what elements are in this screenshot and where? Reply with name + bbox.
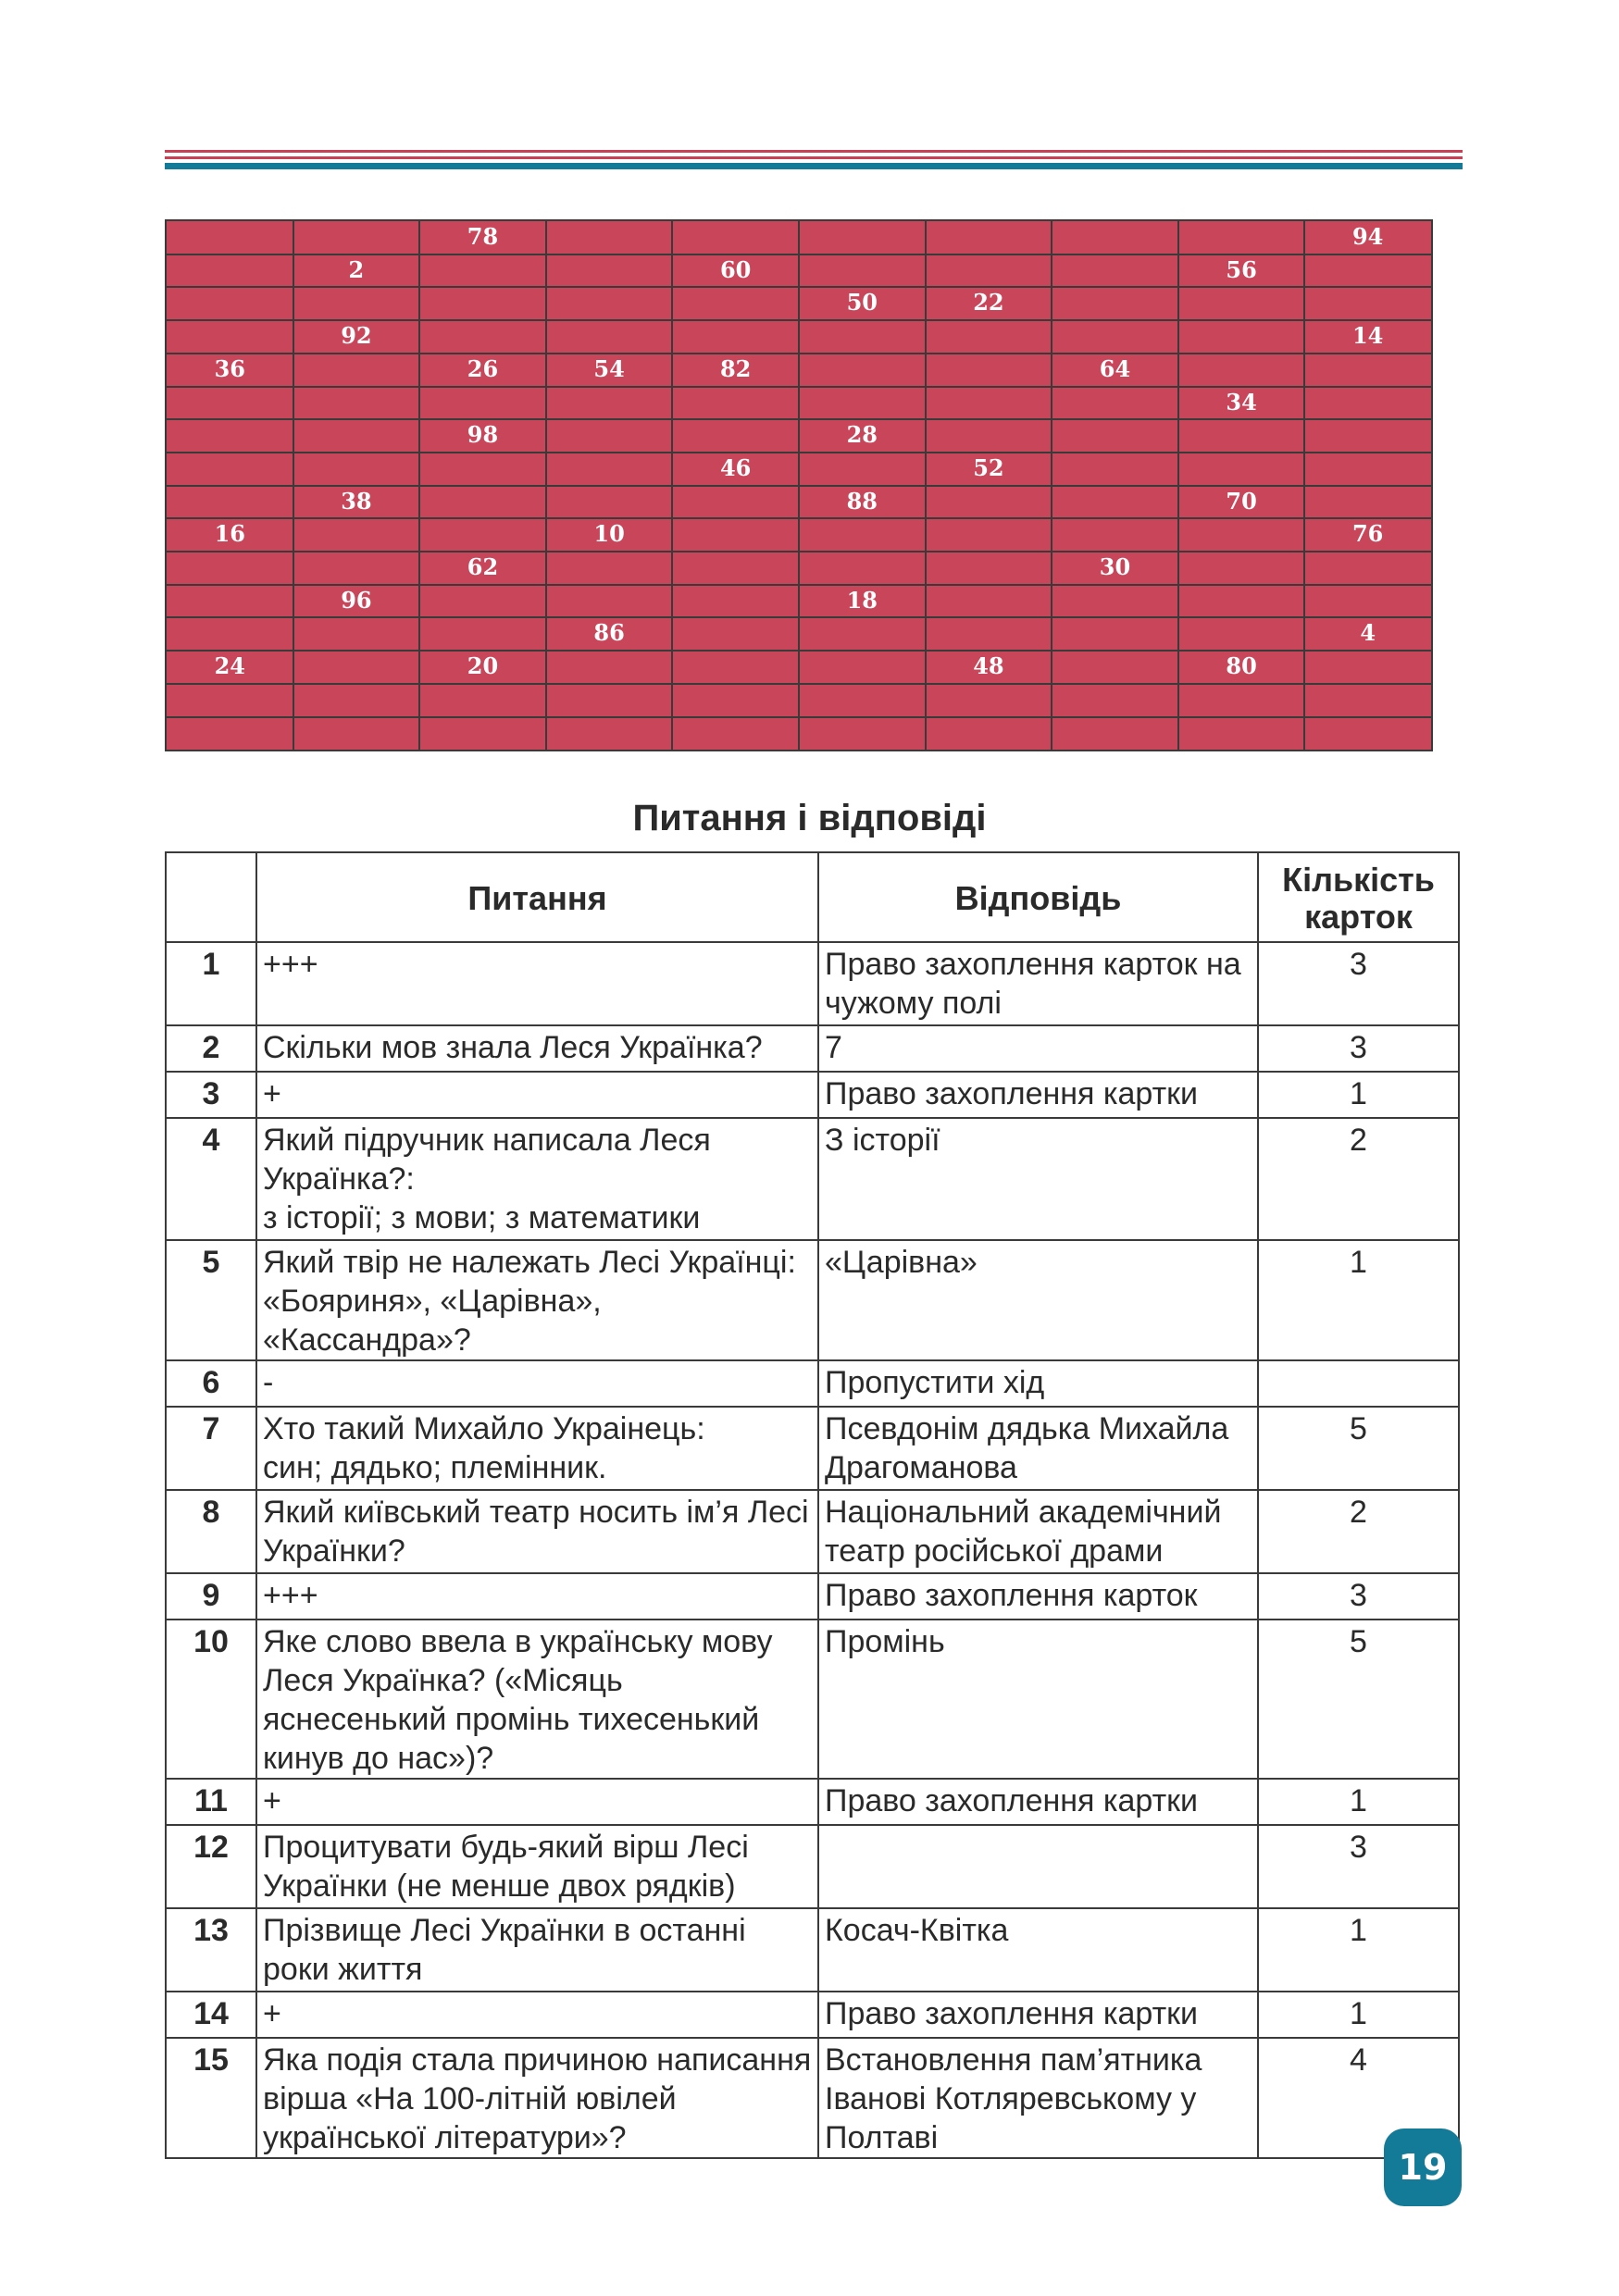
question-cell: Який твір не належать Лесі Українці: «Бояриня», «Царівна», «Кассандра»? bbox=[256, 1240, 818, 1360]
board-cell-number: 60 bbox=[719, 255, 752, 283]
row-number-cell: 12 bbox=[166, 1825, 256, 1908]
table-row bbox=[166, 1240, 1459, 1360]
board-cell-number: 36 bbox=[214, 354, 245, 382]
answer-cell: «Царівна» bbox=[818, 1240, 1258, 1360]
board-cell-number: 94 bbox=[1351, 223, 1384, 250]
board-cell-number: 24 bbox=[214, 652, 245, 680]
card-count-cell: 5 bbox=[1258, 1620, 1459, 1779]
board-cell-number: 52 bbox=[973, 453, 1004, 481]
question-cell: Хто такий Михайло Украінець: син; дядько; племінник. bbox=[256, 1407, 818, 1490]
header-answer: Відповідь bbox=[818, 852, 1258, 942]
page-number-badge: 19 bbox=[1384, 2128, 1462, 2206]
board-cell-number: 64 bbox=[1099, 354, 1131, 382]
row-number-cell: 9 bbox=[166, 1573, 256, 1620]
table-row bbox=[166, 1360, 1459, 1407]
question-cell: + bbox=[256, 1779, 818, 1825]
board-cell-number: 26 bbox=[467, 354, 499, 382]
card-count-cell: 2 bbox=[1258, 1118, 1459, 1240]
table-row bbox=[166, 1779, 1459, 1825]
table-row bbox=[166, 1072, 1459, 1118]
board-cell-number: 48 bbox=[973, 652, 1004, 680]
row-number-cell: 4 bbox=[166, 1118, 256, 1240]
board-cell-number: 28 bbox=[846, 421, 878, 449]
question-cell: Прізвище Лесі Українки в останні роки життя bbox=[256, 1908, 818, 1992]
board-cell-number: 86 bbox=[593, 619, 625, 647]
table-row bbox=[166, 1025, 1459, 1072]
questions-table bbox=[165, 851, 1460, 2159]
table-row bbox=[166, 1620, 1459, 1779]
board-cell-number: 22 bbox=[973, 289, 1004, 316]
row-number-cell: 13 bbox=[166, 1908, 256, 1992]
row-number-cell: 6 bbox=[166, 1360, 256, 1407]
card-count-cell: 1 bbox=[1258, 1908, 1459, 1992]
board-cell-number: 16 bbox=[214, 520, 245, 548]
row-number-cell: 3 bbox=[166, 1072, 256, 1118]
card-count-cell: 1 bbox=[1258, 1992, 1459, 2038]
board-cell-number: 14 bbox=[1351, 322, 1384, 350]
board-cell-number: 98 bbox=[467, 421, 499, 449]
question-cell: + bbox=[256, 1072, 818, 1118]
table-header-row bbox=[166, 852, 1459, 942]
header-question: Питання bbox=[256, 852, 818, 942]
question-cell: Скільки мов знала Леся Українка? bbox=[256, 1025, 818, 1072]
answer-cell: Право захоплення карток bbox=[818, 1573, 1258, 1620]
card-count-cell: 3 bbox=[1258, 1825, 1459, 1908]
board-cell-number: 2 bbox=[348, 255, 365, 283]
board-cell-number: 4 bbox=[1360, 619, 1376, 647]
answer-cell: Національний академічний театр російської драми bbox=[818, 1490, 1258, 1573]
board-cell-number: 96 bbox=[341, 586, 372, 614]
answer-cell: З історії bbox=[818, 1118, 1258, 1240]
question-cell: Яка подія стала причиною написання вірша «На 100-літній ювілей української літератури»? bbox=[256, 2038, 818, 2158]
row-number-cell: 10 bbox=[166, 1620, 256, 1779]
question-cell: - bbox=[256, 1360, 818, 1407]
table-row bbox=[166, 1118, 1459, 1240]
board-cell-number: 62 bbox=[467, 553, 499, 580]
game-board-grid bbox=[165, 219, 1433, 751]
board-cell-number: 92 bbox=[341, 322, 372, 350]
card-count-cell bbox=[1258, 1360, 1459, 1407]
answer-cell: Промінь bbox=[818, 1620, 1258, 1779]
board-cell-number: 30 bbox=[1099, 553, 1131, 580]
card-count-cell: 5 bbox=[1258, 1407, 1459, 1490]
table-row bbox=[166, 1490, 1459, 1573]
card-count-cell: 3 bbox=[1258, 942, 1459, 1025]
answer-cell: Право захоплення картки bbox=[818, 1992, 1258, 2038]
section-title: Питання і відповіді bbox=[632, 798, 987, 838]
board-cell-number: 46 bbox=[719, 453, 752, 481]
row-number-cell: 15 bbox=[166, 2038, 256, 2158]
board-cell-number: 20 bbox=[467, 652, 499, 680]
board-cell-number: 18 bbox=[846, 586, 878, 614]
answer-cell: Встановлення пам’ятника Іванові Котляревському у Полтаві bbox=[818, 2038, 1258, 2158]
question-cell: Який підручник написала Леся Українка?: з історії; з мови; з математики bbox=[256, 1118, 818, 1240]
row-number-cell: 1 bbox=[166, 942, 256, 1025]
header-card-count: Кількість карток bbox=[1258, 852, 1459, 942]
board-cell-number: 88 bbox=[846, 487, 878, 515]
question-cell: + bbox=[256, 1992, 818, 2038]
table-row bbox=[166, 1825, 1459, 1908]
card-count-cell: 3 bbox=[1258, 1573, 1459, 1620]
question-cell: Який київський театр носить ім’я Лесі Українки? bbox=[256, 1490, 818, 1573]
answer-cell: Косач-Квітка bbox=[818, 1908, 1258, 1992]
answer-cell: Право захоплення картки bbox=[818, 1072, 1258, 1118]
table-row bbox=[166, 1992, 1459, 2038]
board-cell-number: 34 bbox=[1226, 388, 1257, 416]
table-row bbox=[166, 1908, 1459, 1992]
card-count-cell: 2 bbox=[1258, 1490, 1459, 1573]
board-cell-number: 38 bbox=[341, 487, 372, 515]
row-number-cell: 2 bbox=[166, 1025, 256, 1072]
board-cell-number: 56 bbox=[1226, 255, 1257, 283]
question-cell: +++ bbox=[256, 942, 818, 1025]
card-count-cell: 1 bbox=[1258, 1779, 1459, 1825]
answer-cell bbox=[818, 1825, 1258, 1908]
card-count-cell: 1 bbox=[1258, 1240, 1459, 1360]
header-rule-red-2 bbox=[165, 156, 1463, 159]
answer-cell: Право захоплення карток на чужому полі bbox=[818, 942, 1258, 1025]
header-rule-red-1 bbox=[165, 150, 1463, 153]
board-column-divider bbox=[671, 221, 673, 750]
question-cell: +++ bbox=[256, 1573, 818, 1620]
question-cell: Процитувати будь-який вірш Лесі Українки (не менше двох рядків) bbox=[256, 1825, 818, 1908]
question-cell: Яке слово ввела в українську мову Леся Українка? («Місяць яснесенький промінь тихесенький кинув до нас»)? bbox=[256, 1620, 818, 1779]
board-cell-number: 70 bbox=[1226, 487, 1257, 515]
board-cell-number: 80 bbox=[1226, 652, 1257, 680]
answer-cell: 7 bbox=[818, 1025, 1258, 1072]
table-row bbox=[166, 942, 1459, 1025]
answer-cell: Псевдонім дядька Михайла Драгоманова bbox=[818, 1407, 1258, 1490]
card-count-cell: 1 bbox=[1258, 1072, 1459, 1118]
table-row bbox=[166, 1407, 1459, 1490]
board-cell-number: 78 bbox=[467, 223, 499, 250]
answer-cell: Право захоплення картки bbox=[818, 1779, 1258, 1825]
card-count-cell: 3 bbox=[1258, 1025, 1459, 1072]
board-cell-number: 82 bbox=[719, 354, 752, 382]
board-cell-number: 76 bbox=[1351, 520, 1384, 548]
board-cell-number: 10 bbox=[593, 520, 625, 548]
table-row bbox=[166, 1573, 1459, 1620]
header-number bbox=[166, 852, 256, 942]
row-number-cell: 5 bbox=[166, 1240, 256, 1360]
board-cell-number: 54 bbox=[593, 354, 625, 382]
answer-cell: Пропустити хід bbox=[818, 1360, 1258, 1407]
card-count-cell: 4 bbox=[1258, 2038, 1459, 2158]
table-row bbox=[166, 2038, 1459, 2158]
board-cell-number: 50 bbox=[846, 289, 878, 316]
header-rule-teal bbox=[165, 163, 1463, 169]
row-number-cell: 7 bbox=[166, 1407, 256, 1490]
row-number-cell: 8 bbox=[166, 1490, 256, 1573]
row-number-cell: 14 bbox=[166, 1992, 256, 2038]
row-number-cell: 11 bbox=[166, 1779, 256, 1825]
